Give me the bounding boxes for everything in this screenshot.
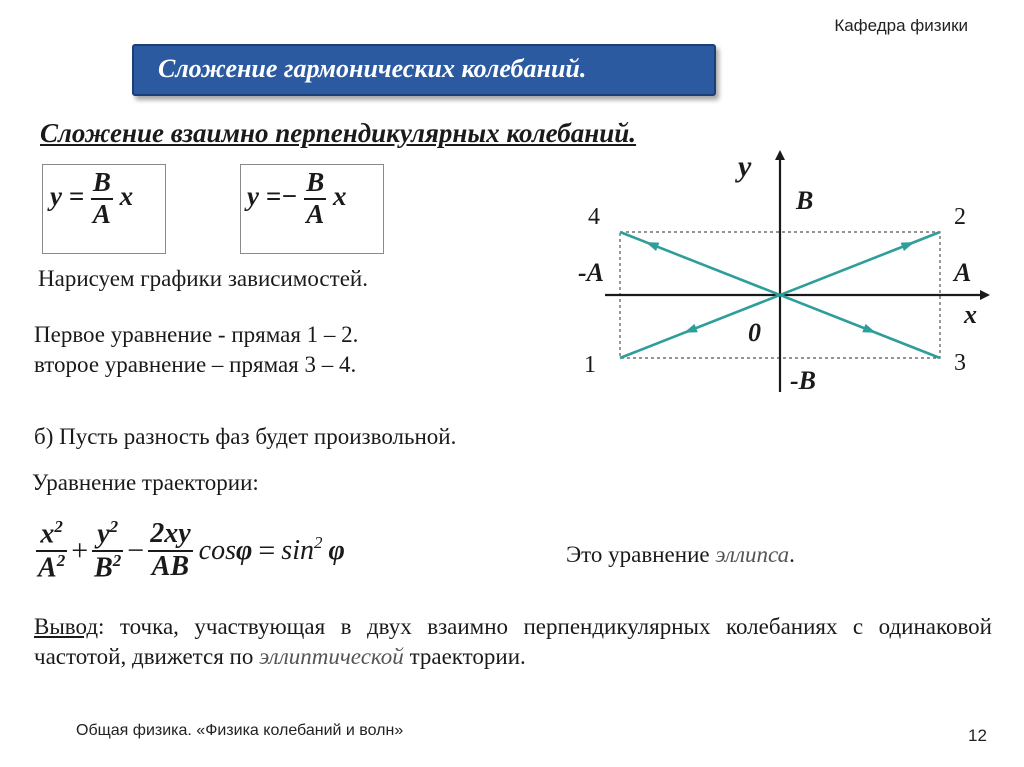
first-equation-text: Первое уравнение - прямая 1 – 2. (34, 322, 359, 347)
point-label-3: 3 (954, 350, 966, 376)
trajectory-equation-text: Уравнение траектории: (32, 470, 259, 495)
term2-den: B (94, 552, 113, 584)
ellipse-word: эллипса (715, 542, 790, 567)
slide-subtitle: Сложение взаимно перпендикулярных колебаний. (40, 118, 637, 148)
term-x-over-a (36, 518, 67, 584)
minus-sign: − (127, 534, 145, 568)
point-label-4: 4 (588, 204, 600, 230)
footer-course: Общая физика. «Физика колебаний и волн» (76, 722, 404, 739)
trajectory-line-3-4-arrow-start (862, 324, 876, 333)
formula-2 (247, 168, 347, 229)
label-minus-A: -A (578, 258, 604, 287)
term3-num: 2xy (148, 519, 192, 552)
term3-den: AB (151, 551, 190, 583)
term-y-over-b (92, 518, 123, 584)
trajectory-line-3-4-arrow-end (646, 242, 660, 251)
ellipse-statement (566, 542, 795, 568)
formula-1-eq: = (68, 180, 85, 211)
label-minus-B: -B (790, 366, 816, 395)
conclusion-end: траектории. (403, 644, 526, 669)
formula-2-fraction (304, 168, 326, 229)
point-label-1: 1 (584, 352, 596, 378)
trajectory-line-1-2-arrow-end (901, 242, 915, 251)
draw-graphs-text: Нарисуем графики зависимостей. (38, 266, 368, 291)
formula-2-num: B (304, 168, 326, 200)
conclusion-paragraph (34, 612, 992, 672)
ellipse-suffix: . (789, 542, 795, 567)
conclusion-text: точка, участвующая в двух взаимно перпендикулярных колебаниях с одинаковой частотой, движется по (34, 614, 992, 669)
formula-1-den: A (92, 198, 111, 229)
formula-1-lhs: y (50, 180, 62, 211)
second-equation-text: второе уравнение – прямая 3 – 4. (34, 352, 357, 377)
phase-difference-text: б) Пусть разность фаз будет произвольной. (34, 424, 457, 449)
formula-1 (50, 168, 133, 229)
formula-2-var: x (333, 180, 347, 211)
formula-1-fraction (91, 168, 113, 229)
term2-den-exp: 2 (112, 551, 122, 571)
sin-exponent: 2 (313, 533, 323, 553)
page-number: 12 (968, 726, 987, 745)
sin-function: sin (281, 535, 314, 567)
plus-sign: + (71, 534, 89, 568)
term1-num: x (40, 518, 55, 550)
y-axis-label: y (738, 150, 752, 183)
trajectory-line-1-2-arrow-start (684, 324, 698, 333)
conclusion-label: Вывод (34, 614, 99, 639)
term1-den: A (38, 552, 57, 584)
equals-sign: = (258, 534, 276, 568)
term2-num-exp: 2 (109, 517, 119, 536)
label-origin: 0 (748, 318, 761, 347)
conclusion-colon: : (98, 614, 105, 639)
phi-symbol-2: φ (328, 535, 345, 567)
department-label: Кафедра физики (834, 16, 968, 35)
term1-num-exp: 2 (54, 517, 63, 536)
formula-2-lhs: y (247, 180, 259, 211)
phi-symbol: φ (235, 535, 253, 567)
ellipse-formula (36, 518, 345, 584)
term1-den-exp: 2 (56, 551, 66, 571)
label-A: A (954, 258, 972, 287)
formula-2-sign: − (281, 180, 298, 211)
ellipse-prefix: Это уравнение (566, 542, 716, 567)
formula-2-eq: = (265, 180, 282, 211)
trajectory-diagram (560, 140, 1000, 410)
slide-title: Сложение гармонических колебаний. (158, 54, 587, 83)
x-axis-label: x (964, 300, 977, 329)
formula-1-num: B (91, 168, 113, 200)
formula-2-den: A (306, 198, 325, 229)
point-label-2: 2 (954, 204, 966, 230)
conclusion-italic-word: эллиптической (259, 644, 404, 669)
label-B: B (796, 186, 814, 215)
cos-function: cos (198, 535, 236, 567)
term2-num: y (97, 518, 110, 550)
formula-1-var: x (119, 180, 134, 211)
term-2xy-over-ab (148, 519, 192, 583)
